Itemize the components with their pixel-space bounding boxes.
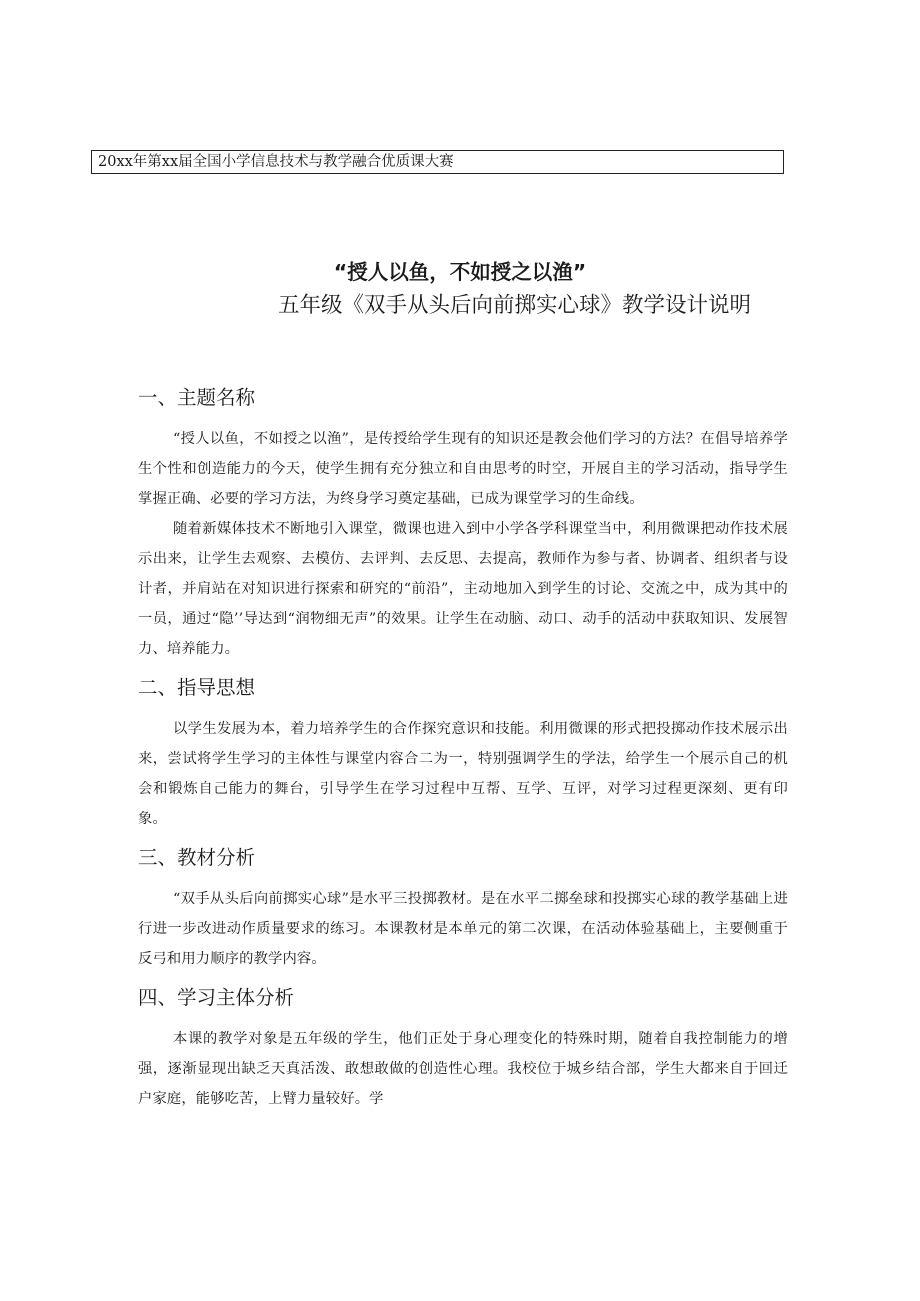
section-guiding-idea [138,674,788,834]
section-heading: 一、主题名称 [138,386,256,409]
paragraph: “授人以鱼，不如授之以渔”，是传授给学生现有的知识还是教会他们学习的方法？在倡导培养学生个性和创造能力的今天，使学生拥有充分独立和自由思考的时空，开展自主的学习活动，指导学生掌握正确、必要的学习方法，为终身学习奠定基础，已成为课堂学习的生命线。 [138,431,788,507]
paragraph: 以学生发展为本，着力培养学生的合作探究意识和技能。利用微课的形式把投掷动作技术展示出来，尝试将学生学习的主体性与课堂内容合二为一，特别强调学生的学法，给学生一个展示自己的机会和锻炼自己能力的舞台，引导学生在学习过程中互帮、互学、互评，对学习过程更深刻、更有印象。 [138,721,788,827]
competition-name: 20xx年第xx届全国小学信息技术与教学融合优质课大赛 [98,154,454,170]
document-title: 五年级《双手从头后向前掷实心球》教学设计说明 [278,293,752,318]
section-heading: 二、指导思想 [138,676,256,699]
paragraph: 本课的教学对象是五年级的学生，他们正处于身心理变化的特殊时期，随着自我控制能力的增强，逐渐显现出缺乏天真活泼、敢想敢做的创造性心理。我校位于城乡结合部，学生大都来自于回迁户家庭，能够吃苦，上臂力量较好。学 [138,1031,788,1107]
paragraph: 随着新媒体技术不断地引入课堂，微课也进入到中小学各学科课堂当中，利用微课把动作技术展示出来，让学生去观察、去模仿、去评判、去反思、去提高，教师作为参与者、协调者、组织者与设计者，并肩站在对知识进行探索和研究的“前沿”，主动地加入到学生的讨论、交流之中，成为其中的一员，通过“隐’’导达到“润物细无声”的效果。让学生在动脑、动口、动手的活动中获取知识、发展智力、培养能力。 [138,521,788,657]
document-title-quote: “授人以鱼，不如授之以渔” [333,260,587,284]
section-heading: 四、学习主体分析 [138,986,295,1009]
section-heading: 三、教材分析 [138,846,256,869]
section-theme [138,384,788,664]
section-textbook-analysis [138,844,788,974]
section-learner-analysis [138,984,788,1114]
paragraph: “双手从头后向前掷实心球”是水平三投掷教材。是在水平二掷垒球和投掷实心球的教学基础上进行进一步改进动作质量要求的练习。本课教材是本单元的第二次课，在活动体验基础上，主要侧重于反弓和用力顺序的教学内容。 [138,891,788,967]
competition-header [91,150,784,174]
